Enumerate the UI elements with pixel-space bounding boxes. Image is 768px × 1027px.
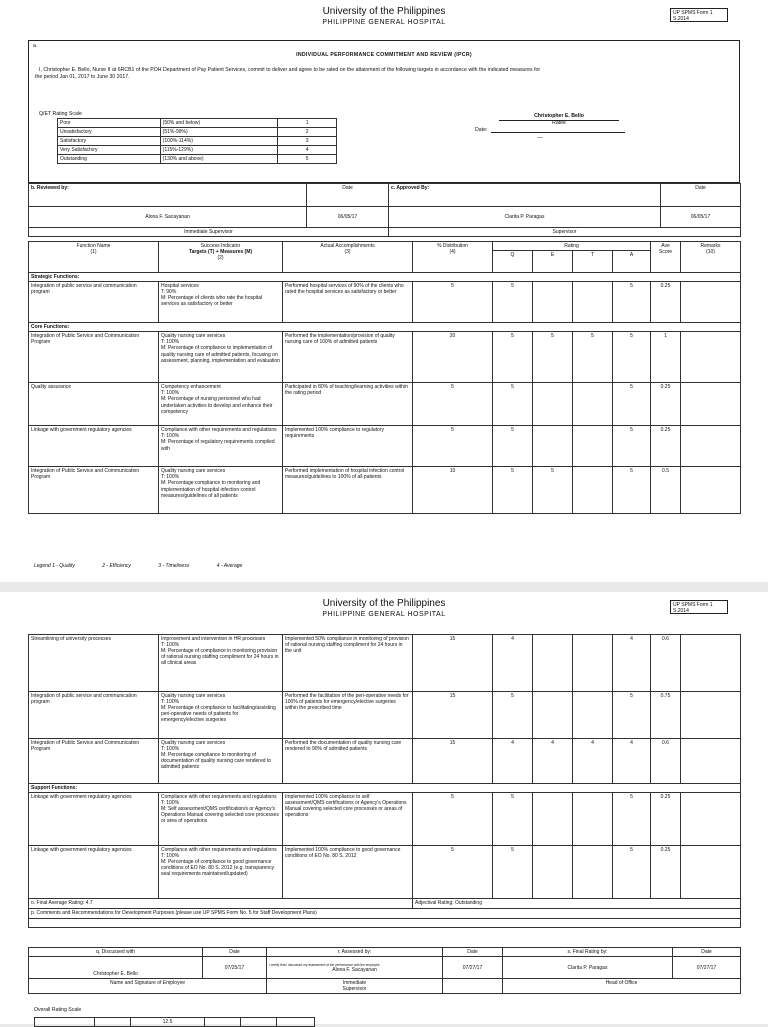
review-approval-table	[28, 183, 741, 237]
form-number: UP SPMS Form 1	[673, 10, 713, 16]
actual-accomplishment: Performed the documentation of quality nursing care rendered to 90% of admitted patients	[283, 739, 413, 784]
overall-scale-title: Overall Rating Scale	[34, 1007, 82, 1013]
scale-score: 2	[278, 128, 337, 137]
university-name: University of the Philippines	[322, 6, 446, 17]
col-accomplishment-n: (3)	[344, 249, 351, 256]
success-indicator: Compliance with other requirements and regulations T: 100% M: Percentage of compliance to good governance conditions of EO No. 80 S. 2012 (e.g. transparency seal requirements maintained/updated)	[159, 846, 283, 899]
rating-scale-title: Q/ET Rating Scale	[39, 111, 82, 117]
scale-score: 4	[278, 146, 337, 155]
certify-note: I certify that I discussed my assessment of the performance with the employee	[269, 962, 380, 967]
ipcr-table-page-2	[28, 634, 741, 928]
table-row	[29, 846, 741, 899]
rating-scale-row	[58, 119, 337, 128]
page-header-2	[0, 592, 768, 619]
legend	[34, 563, 268, 569]
average-rating: 4	[613, 739, 651, 784]
final-rating-label: s. Final Rating by:	[503, 948, 673, 957]
university-name-2: University of the Philippines	[322, 598, 446, 609]
ave-score: 0.25	[651, 383, 681, 426]
efficiency-rating	[533, 282, 573, 323]
rating-scale-table	[57, 118, 337, 164]
employee-role: Name and Signature of Employee	[29, 979, 267, 994]
ratee-date-label: Date:	[475, 127, 488, 133]
overall-scale-fragment: 12.5	[131, 1018, 205, 1027]
success-indicator: Quality nursing care services T: 100% M: Percentage compliance to monitoring of documentation of quality nursing care rendered to admitted patients	[159, 739, 283, 784]
remarks-cell	[681, 635, 741, 692]
ratee-name: Christopher E. Bello	[534, 113, 584, 119]
col-ave: Ave	[661, 243, 670, 249]
remarks-cell	[681, 793, 741, 846]
remarks-cell	[681, 692, 741, 739]
efficiency-rating	[533, 426, 573, 467]
col-e: E	[533, 251, 573, 273]
function-name: Linkage with government regulatory agencies	[29, 846, 159, 899]
col-function-n: (1)	[90, 249, 97, 256]
final-rating-row	[29, 899, 741, 909]
quality-rating: 4	[493, 635, 533, 692]
quality-rating: 5	[493, 846, 533, 899]
approver-name: Clarita P. Paragas	[389, 207, 661, 228]
function-name: Streamlining of university processes	[29, 635, 159, 692]
table-row	[29, 332, 741, 383]
function-name: Linkage with government regulatory agencies	[29, 793, 159, 846]
final-date-label: Date	[673, 948, 741, 957]
form-title: INDIVIDUAL PERFORMANCE COMMITMENT AND REVIEW (IPCR)	[296, 52, 472, 58]
timeliness-rating	[573, 282, 613, 323]
success-indicator: Quality nursing care services T: 100% M: Percentage of compliance to facilitating/assisting peri-operative needs of patients for emergency/elective surgeries	[159, 692, 283, 739]
review-date-label: Date	[307, 184, 389, 207]
commitment-statement: I, Christopher E. Bello, Nurse II at 6RCB1 of the POH Department of Pay Patient Services, commit to deliver and agree to be rated on the attainment of the following targets in accordance with the indicated measures for	[39, 67, 541, 73]
scale-score: 3	[278, 137, 337, 146]
discussed-with-label: q. Discussed with	[29, 948, 203, 957]
distribution-value: 5	[413, 383, 493, 426]
rating-period: the period Jan 01, 2017 to June 30 2017.	[35, 74, 130, 80]
scale-range: (100%-114%)	[160, 137, 278, 146]
col-accomplishment: Actual Accomplishments	[320, 243, 375, 249]
ratee-role: Ratee	[552, 120, 566, 126]
distribution-value: 15	[413, 692, 493, 739]
col-indicator-2: Targets (T) + Measures (M)	[188, 249, 253, 256]
average-rating: 4	[613, 635, 651, 692]
discussed-date-label: Date	[203, 948, 267, 957]
table-row	[29, 692, 741, 739]
actual-accomplishment: Participated in 80% of teaching/learning activities within the rating period	[283, 383, 413, 426]
remarks-cell	[681, 739, 741, 784]
remarks-cell	[681, 383, 741, 426]
employee-date: 07/25/17	[203, 957, 267, 979]
distribution-value: 5	[413, 282, 493, 323]
table-row	[29, 635, 741, 692]
reviewer-date: 06/05/17	[307, 207, 389, 228]
scale-score: 1	[278, 119, 337, 128]
efficiency-rating: 4	[533, 739, 573, 784]
average-rating: 5	[613, 426, 651, 467]
efficiency-rating	[533, 635, 573, 692]
form-number-2: UP SPMS Form 1	[673, 602, 713, 608]
legend-efficiency: 2 - Efficiency	[102, 563, 131, 569]
efficiency-rating: 5	[533, 332, 573, 383]
timeliness-rating: 5	[573, 332, 613, 383]
table-row	[29, 739, 741, 784]
col-t: T	[573, 251, 613, 273]
approve-date-label: Date	[661, 184, 741, 207]
approver-role: Supervisor	[389, 228, 741, 237]
timeliness-rating	[573, 793, 613, 846]
average-rating: 5	[613, 332, 651, 383]
ave-score: 0.6	[651, 739, 681, 784]
legend-quality: Legend 1 - Quality	[34, 563, 75, 569]
assessor-role-2: Supervisor	[342, 986, 367, 993]
timeliness-rating	[573, 467, 613, 514]
employee-name: Christopher E. Bello	[29, 957, 203, 979]
ave-score: 0.25	[651, 282, 681, 323]
average-rating: 5	[613, 692, 651, 739]
table-row	[29, 467, 741, 514]
efficiency-rating	[533, 383, 573, 426]
quality-rating: 5	[493, 793, 533, 846]
timeliness-rating: 4	[573, 739, 613, 784]
actual-accomplishment: Performed implementation of hospital infection control measures/guidelines to 100% of all patients	[283, 467, 413, 514]
table-row	[29, 426, 741, 467]
function-name: Integration of public service and communication program	[29, 692, 159, 739]
function-name: Integration of Public Service and Communication Program	[29, 739, 159, 784]
assessor-date: 07/27/17	[443, 957, 503, 979]
form-number-box	[670, 8, 728, 22]
distribution-value: 15	[413, 739, 493, 784]
scale-range: (115%-129%)	[160, 146, 278, 155]
actual-accomplishment: Performed the implementation/provision of quality nursing care of 100% of admitted patients	[283, 332, 413, 383]
quality-rating: 5	[493, 282, 533, 323]
quality-rating: 5	[493, 426, 533, 467]
table-row	[29, 793, 741, 846]
function-name: Linkage with government regulatory agencies	[29, 426, 159, 467]
distribution-value: 15	[413, 635, 493, 692]
distribution-value: 10	[413, 467, 493, 514]
reviewer-name: Alona F. Sacayanan	[29, 207, 307, 228]
column-header-row	[29, 242, 741, 251]
final-rater-name: Clarita P. Paragas	[503, 957, 673, 979]
actual-accomplishment: Performed hospital services of 90% of the clients who rated the hospital services as satisfactory or better	[283, 282, 413, 323]
scale-range: (51%-99%)	[160, 128, 278, 137]
reviewed-by-label: b. Reviewed by:	[29, 184, 307, 207]
scale-label: Poor	[58, 119, 161, 128]
function-name: Integration of Public Service and Communication Program	[29, 332, 159, 383]
scale-range: (50% and below)	[160, 119, 278, 128]
section-heading: Core Functions:	[29, 323, 741, 332]
distribution-value: 20	[413, 332, 493, 383]
remarks-cell	[681, 467, 741, 514]
timeliness-rating	[573, 383, 613, 426]
ipcr-table-page-1	[28, 241, 741, 514]
legend-average: 4 - Average	[216, 563, 243, 569]
average-rating: 5	[613, 846, 651, 899]
col-ave-2: Score	[658, 249, 673, 256]
col-indicator-n: (2)	[217, 255, 224, 262]
hospital-name-2: PHILIPPINE GENERAL HOSPITAL	[322, 611, 446, 618]
signoff-table	[28, 947, 741, 994]
comments-blank	[29, 919, 741, 928]
overall-scale-table	[34, 1017, 315, 1027]
remarks-cell	[681, 426, 741, 467]
comments-label: p. Comments and Recommendations for Development Purposes (please use UP SPMS Form No. 5 for Staff Development Plans)	[29, 909, 741, 919]
ave-score: 0.25	[651, 846, 681, 899]
col-function: Function Name	[76, 243, 111, 249]
success-indicator: Quality nursing care services T: 100% M: Percentage compliance to monitoring and implementation of hospital infection control measures/guidelines of all patients	[159, 467, 283, 514]
success-indicator: Competency enhancement T: 100% M: Percentage of nursing personnel who had undertaken activities to develop and enhance their competency	[159, 383, 283, 426]
distribution-value: 5	[413, 426, 493, 467]
actual-accomplishment: Implemented 100% compliance to regulatory requirements	[283, 426, 413, 467]
scale-label: Satisfactory	[58, 137, 161, 146]
distribution-value: 5	[413, 793, 493, 846]
col-q: Q	[493, 251, 533, 273]
timeliness-rating	[573, 635, 613, 692]
adjectival-rating: Adjectival Rating: Outstanding	[413, 899, 741, 909]
timeliness-rating	[573, 426, 613, 467]
legend-timeliness: 3 - Timeliness	[158, 563, 190, 569]
col-distribution: % Distribution	[437, 243, 468, 249]
form-year: S.2014	[673, 16, 689, 22]
remarks-cell	[681, 282, 741, 323]
table-row	[29, 383, 741, 426]
final-average: o. Final Average Rating: 4.7	[29, 899, 413, 909]
page-header	[0, 0, 768, 27]
ratee-dash: __	[537, 133, 543, 139]
success-indicator: Quality nursing care services T: 100% M: Percentage of compliance to implementation of quality nursing care of admitted patients, focusing on assessment, planning, implementation and evaluation	[159, 332, 283, 383]
ave-score: 1	[651, 332, 681, 383]
rating-scale-row	[58, 128, 337, 137]
success-indicator: Hospital services T: 90% M: Percentage of clients who rate the hospital services as satisfactory or better	[159, 282, 283, 323]
efficiency-rating	[533, 846, 573, 899]
col-remarks-n: (10)	[706, 249, 715, 256]
col-distribution-n: (4)	[449, 249, 456, 256]
reviewer-role: Immediate Supervisor	[29, 228, 389, 237]
ave-score: 0.25	[651, 793, 681, 846]
average-rating: 5	[613, 383, 651, 426]
average-rating: 5	[613, 467, 651, 514]
rating-scale-row	[58, 155, 337, 164]
ave-score: 0.25	[651, 426, 681, 467]
quality-rating: 4	[493, 739, 533, 784]
ave-score: 0.75	[651, 692, 681, 739]
intro-section	[28, 40, 740, 183]
average-rating: 5	[613, 282, 651, 323]
efficiency-rating	[533, 793, 573, 846]
ipcr-page-2	[0, 592, 768, 1024]
quality-rating: 5	[493, 383, 533, 426]
quality-rating: 5	[493, 692, 533, 739]
efficiency-rating: 5	[533, 467, 573, 514]
quality-rating: 5	[493, 467, 533, 514]
final-rater-date: 07/27/17	[673, 957, 741, 979]
table-row	[29, 282, 741, 323]
final-rater-role: Head of Office	[503, 979, 741, 994]
scale-label: Unsatisfactory	[58, 128, 161, 137]
section-letter: a.	[33, 43, 38, 49]
assessor-name: Alona F. Sacayanan	[332, 966, 377, 973]
actual-accomplishment: Implemented 50% compliance in monitoring of provision of rational nursing staffing compliment for 24 hours in the unit	[283, 635, 413, 692]
scale-label: Outstanding	[58, 155, 161, 164]
scale-label: Very Satisfactory	[58, 146, 161, 155]
function-name: Quality assurance	[29, 383, 159, 426]
remarks-cell	[681, 332, 741, 383]
timeliness-rating	[573, 692, 613, 739]
function-name: Integration of public service and communication program	[29, 282, 159, 323]
rating-scale-row	[58, 137, 337, 146]
distribution-value: 5	[413, 846, 493, 899]
section-heading: Support Functions:	[29, 784, 741, 793]
actual-accomplishment: Implemented 100% compliance to good governance conditions of EO No. 80 S. 2012	[283, 846, 413, 899]
ave-score: 0.5	[651, 467, 681, 514]
success-indicator: Improvement and intervention in HR processes T: 100% M: Percentage of compliance in monitoring provision of rational nursing staffing compliment for 24 hours in all clinical areas	[159, 635, 283, 692]
actual-accomplishment: Performed the facilitation of the peri-operative needs for 100% of patients for emergency/elective surgeries within the prescribed time	[283, 692, 413, 739]
actual-accomplishment: Implemented 100% compliance to self assessment/QMS certifications or Agency's Operations Manual covering selected core processes or areas of operations	[283, 793, 413, 846]
approver-date: 06/05/17	[661, 207, 741, 228]
form-number-box-2	[670, 600, 728, 614]
col-a: A	[613, 251, 651, 273]
scale-score: 5	[278, 155, 337, 164]
ave-score: 0.6	[651, 635, 681, 692]
col-remarks: Remarks	[700, 243, 721, 249]
scale-range: (130% and above)	[160, 155, 278, 164]
efficiency-rating	[533, 692, 573, 739]
function-name: Integration of Public Service and Communication Program	[29, 467, 159, 514]
col-rating: Rating	[493, 242, 651, 251]
approved-by-label: c. Approved By:	[389, 184, 661, 207]
hospital-name: PHILIPPINE GENERAL HOSPITAL	[322, 19, 446, 26]
remarks-cell	[681, 846, 741, 899]
assessed-by-label: r. Assessed by:	[267, 948, 443, 957]
average-rating: 5	[613, 793, 651, 846]
success-indicator: Compliance with other requirements and regulations T: 100% M: Self assessment/QMS certification/s or Agency's Operations Manual covering selected core processes or area of operations	[159, 793, 283, 846]
timeliness-rating	[573, 846, 613, 899]
quality-rating: 5	[493, 332, 533, 383]
assessed-date-label: Date	[443, 948, 503, 957]
success-indicator: Compliance with other requirements and regulations T: 100% M: Percentage of regulatory requirements complied with	[159, 426, 283, 467]
col-indicator: Success Indicator	[200, 243, 241, 249]
form-year-2: S.2014	[673, 608, 689, 614]
rating-scale-row	[58, 146, 337, 155]
assessor-role-1: Immediate	[342, 980, 367, 987]
section-heading: Strategic Functions:	[29, 273, 741, 282]
